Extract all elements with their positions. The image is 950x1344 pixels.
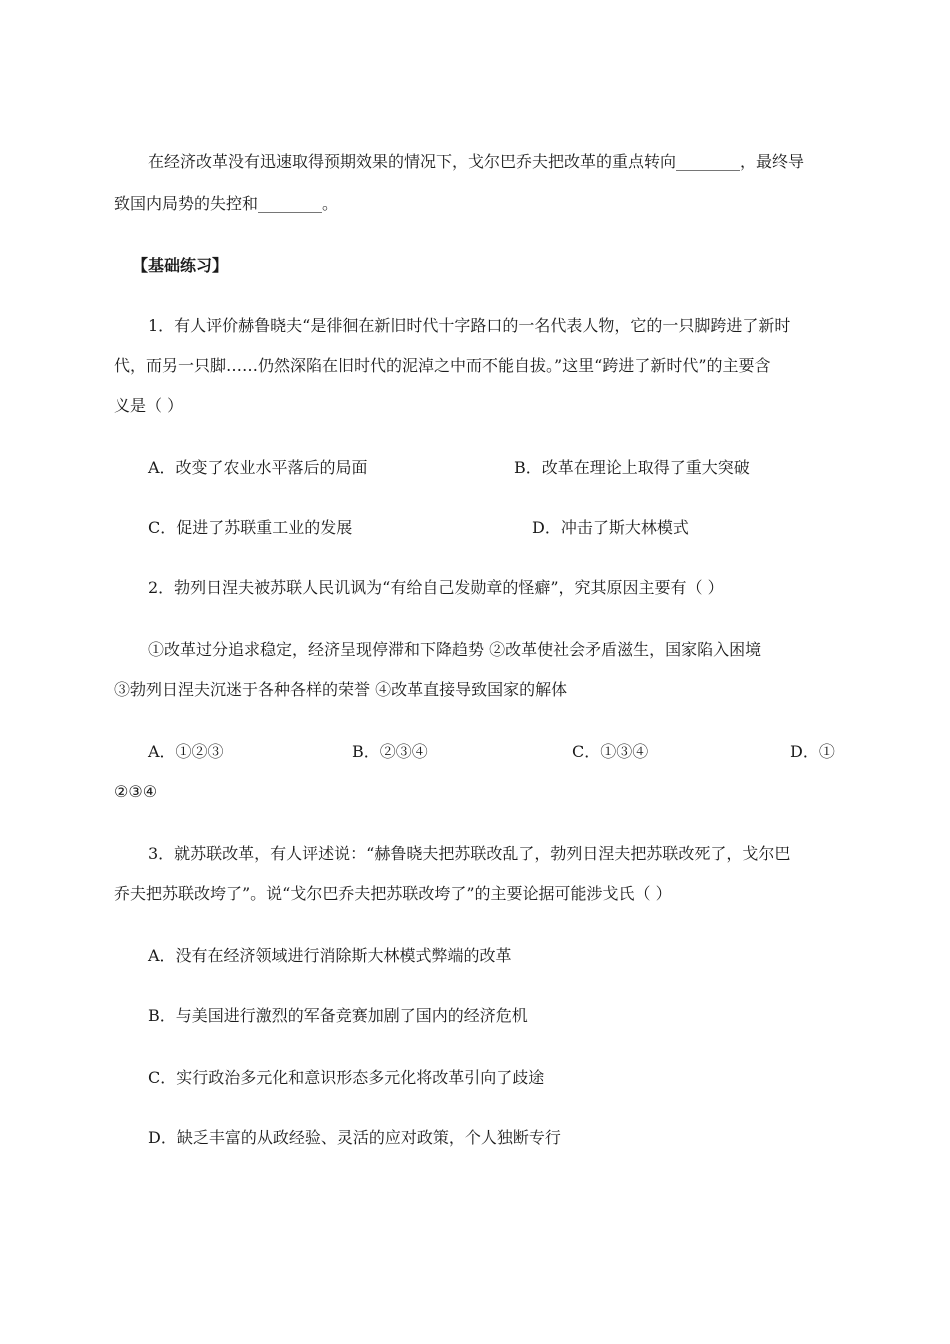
question-3-line-1: 3．就苏联改革，有人评述说：“赫鲁晓夫把苏联改乱了，勃列日涅夫把苏联改死了，戈尔巴 [148,844,791,863]
question-2-option-a: A．①②③ [148,742,224,761]
intro-line-1: 在经济改革没有迅速取得预期效果的情况下，戈尔巴乔夫把改革的重点转向________，最终导 [148,152,805,171]
question-2-option-d: D．① [790,742,835,761]
question-1-line-3: 义是（ ） [114,396,184,415]
question-3-option-b: B．与美国进行激烈的军备竞赛加剧了国内的经济危机 [148,1006,528,1025]
question-3-option-a: A．没有在经济领域进行消除斯大林模式弊端的改革 [148,946,512,965]
section-heading: 【基础练习】 [132,256,229,275]
question-2-statements-line-1: ①改革过分追求稳定，经济呈现停滞和下降趋势 ②改革使社会矛盾滋生，国家陷入困境 [148,640,762,659]
question-1-option-c: C．促进了苏联重工业的发展 [148,518,353,537]
question-3-line-2: 乔夫把苏联改垮了”。说“戈尔巴乔夫把苏联改垮了”的主要论据可能涉戈氏（ ） [114,884,672,903]
question-2-option-c: C．①③④ [572,742,649,761]
question-2-line-1: 2．勃列日涅夫被苏联人民讥讽为“有给自己发勋章的怪癖”，究其原因主要有（ ） [148,578,724,597]
question-2-option-b: B．②③④ [352,742,428,761]
intro-line-2: 致国内局势的失控和________。 [114,194,339,213]
question-1-option-b: B．改革在理论上取得了重大突破 [514,458,750,477]
question-1-line-1: 1．有人评价赫鲁晓夫“是徘徊在新旧时代十字路口的一名代表人物，它的一只脚跨进了新时 [148,316,791,335]
question-2-option-d-continued: ②③④ [114,782,158,801]
question-1-option-a: A．改变了农业水平落后的局面 [148,458,368,477]
question-1-option-d: D．冲击了斯大林模式 [532,518,689,537]
question-3-option-c: C．实行政治多元化和意识形态多元化将改革引向了歧途 [148,1068,545,1087]
question-1-line-2: 代，而另一只脚……仍然深陷在旧时代的泥淖之中而不能自拔。”这里“跨进了新时代”的主要含 [114,356,771,375]
question-3-option-d: D．缺乏丰富的从政经验、灵活的应对政策，个人独断专行 [148,1128,561,1147]
question-2-statements-line-2: ③勃列日涅夫沉迷于各种各样的荣誉 ④改革直接导致国家的解体 [114,680,568,699]
